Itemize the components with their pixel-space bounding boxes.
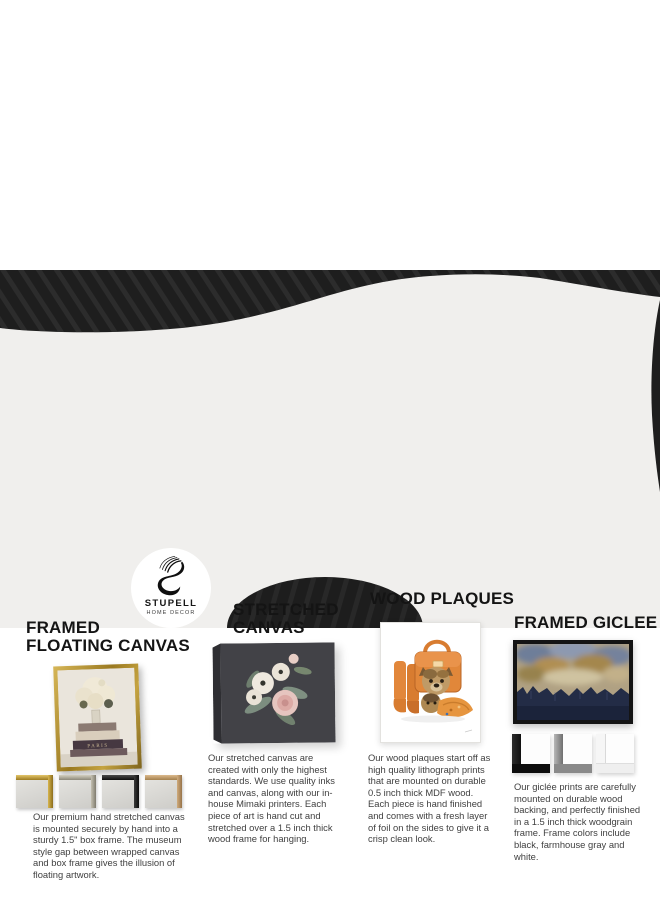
section-title-framed-giclee: [514, 614, 657, 632]
book-spine-text: PARIS: [87, 743, 109, 750]
charcoal-floral-artwork: [212, 642, 335, 743]
framed-floating-canvas-description: Our premium hand stretched canvas is mounted securely by hand into a sturdy 1.5" box frame. The museum style gap between wrapped canvas and box frame gives the illusion of floating artwork.: [33, 811, 185, 880]
frame-finish-sample-walnut: [145, 775, 182, 808]
framed-giclee-art: [513, 640, 633, 724]
giclee-frame-sample-farmhouse-gray: [554, 734, 592, 773]
background-decor: [0, 270, 660, 628]
wood-plaque-art: [380, 622, 481, 743]
brand-subtitle: HOME DECOR: [146, 610, 196, 616]
title-line: CANVAS: [233, 618, 305, 637]
right-edge-crescent: [651, 300, 660, 492]
title-line: FLOATING CANVAS: [26, 636, 190, 655]
frame-finish-sample-silver: [59, 775, 96, 808]
floral-books-artwork: [57, 668, 137, 768]
brand-name: STUPELL: [144, 598, 198, 609]
frame-finish-sample-black: [102, 775, 139, 808]
abstract-navy-gold-artwork: [517, 644, 629, 720]
stupell-s-swirl-icon: [150, 555, 192, 597]
floating-canvas-art: [53, 664, 142, 772]
content-band: [0, 270, 660, 895]
top-swoosh-shape: [0, 270, 660, 332]
wood-plaques-description: Our wood plaques start off as high quality lithograph prints that are mounted on durable 0.5 inch thick MDF wood. Each piece is hand finished and comes with a fresh layer of foil on the sides to give it a crisp clean look.: [368, 752, 491, 845]
title-line: FRAMED GICLEE: [514, 613, 658, 632]
title-line: FRAMED: [26, 618, 100, 637]
stretched-canvas-description: Our stretched canvas are created with only the highest standards. We use quality inks and canvas, along with our in-house Mimaki printers. Each piece of art is hand cut and stretched over a 1.5 inch thick wood frame for hanging.: [208, 752, 335, 845]
stretched-canvas-art: [212, 642, 335, 743]
giclee-frame-sample-black: [512, 734, 550, 773]
title-line: WOOD PLAQUES: [370, 589, 515, 608]
framed-giclee-description: Our giclée prints are carefully mounted on durable wood backing, and perfectly finished in a 1.5 inch thick woodgrain frame. Frame colors include black, farmhouse gray and white.: [514, 781, 641, 862]
handbag-yorkie-artwork: [381, 623, 480, 742]
framed-picture-icon: [311, 852, 339, 878]
ready-to-hang-banner-text: All art arrives ready to hang.: [241, 880, 411, 895]
frame-finish-sample-gold: [16, 775, 53, 808]
section-title-wood-plaques: [370, 590, 514, 608]
brand-logo: [131, 548, 211, 628]
section-title-stretched-canvas: [233, 601, 339, 637]
giclee-frame-sample-white: [596, 734, 634, 773]
title-line: STRETCHED: [233, 600, 339, 619]
